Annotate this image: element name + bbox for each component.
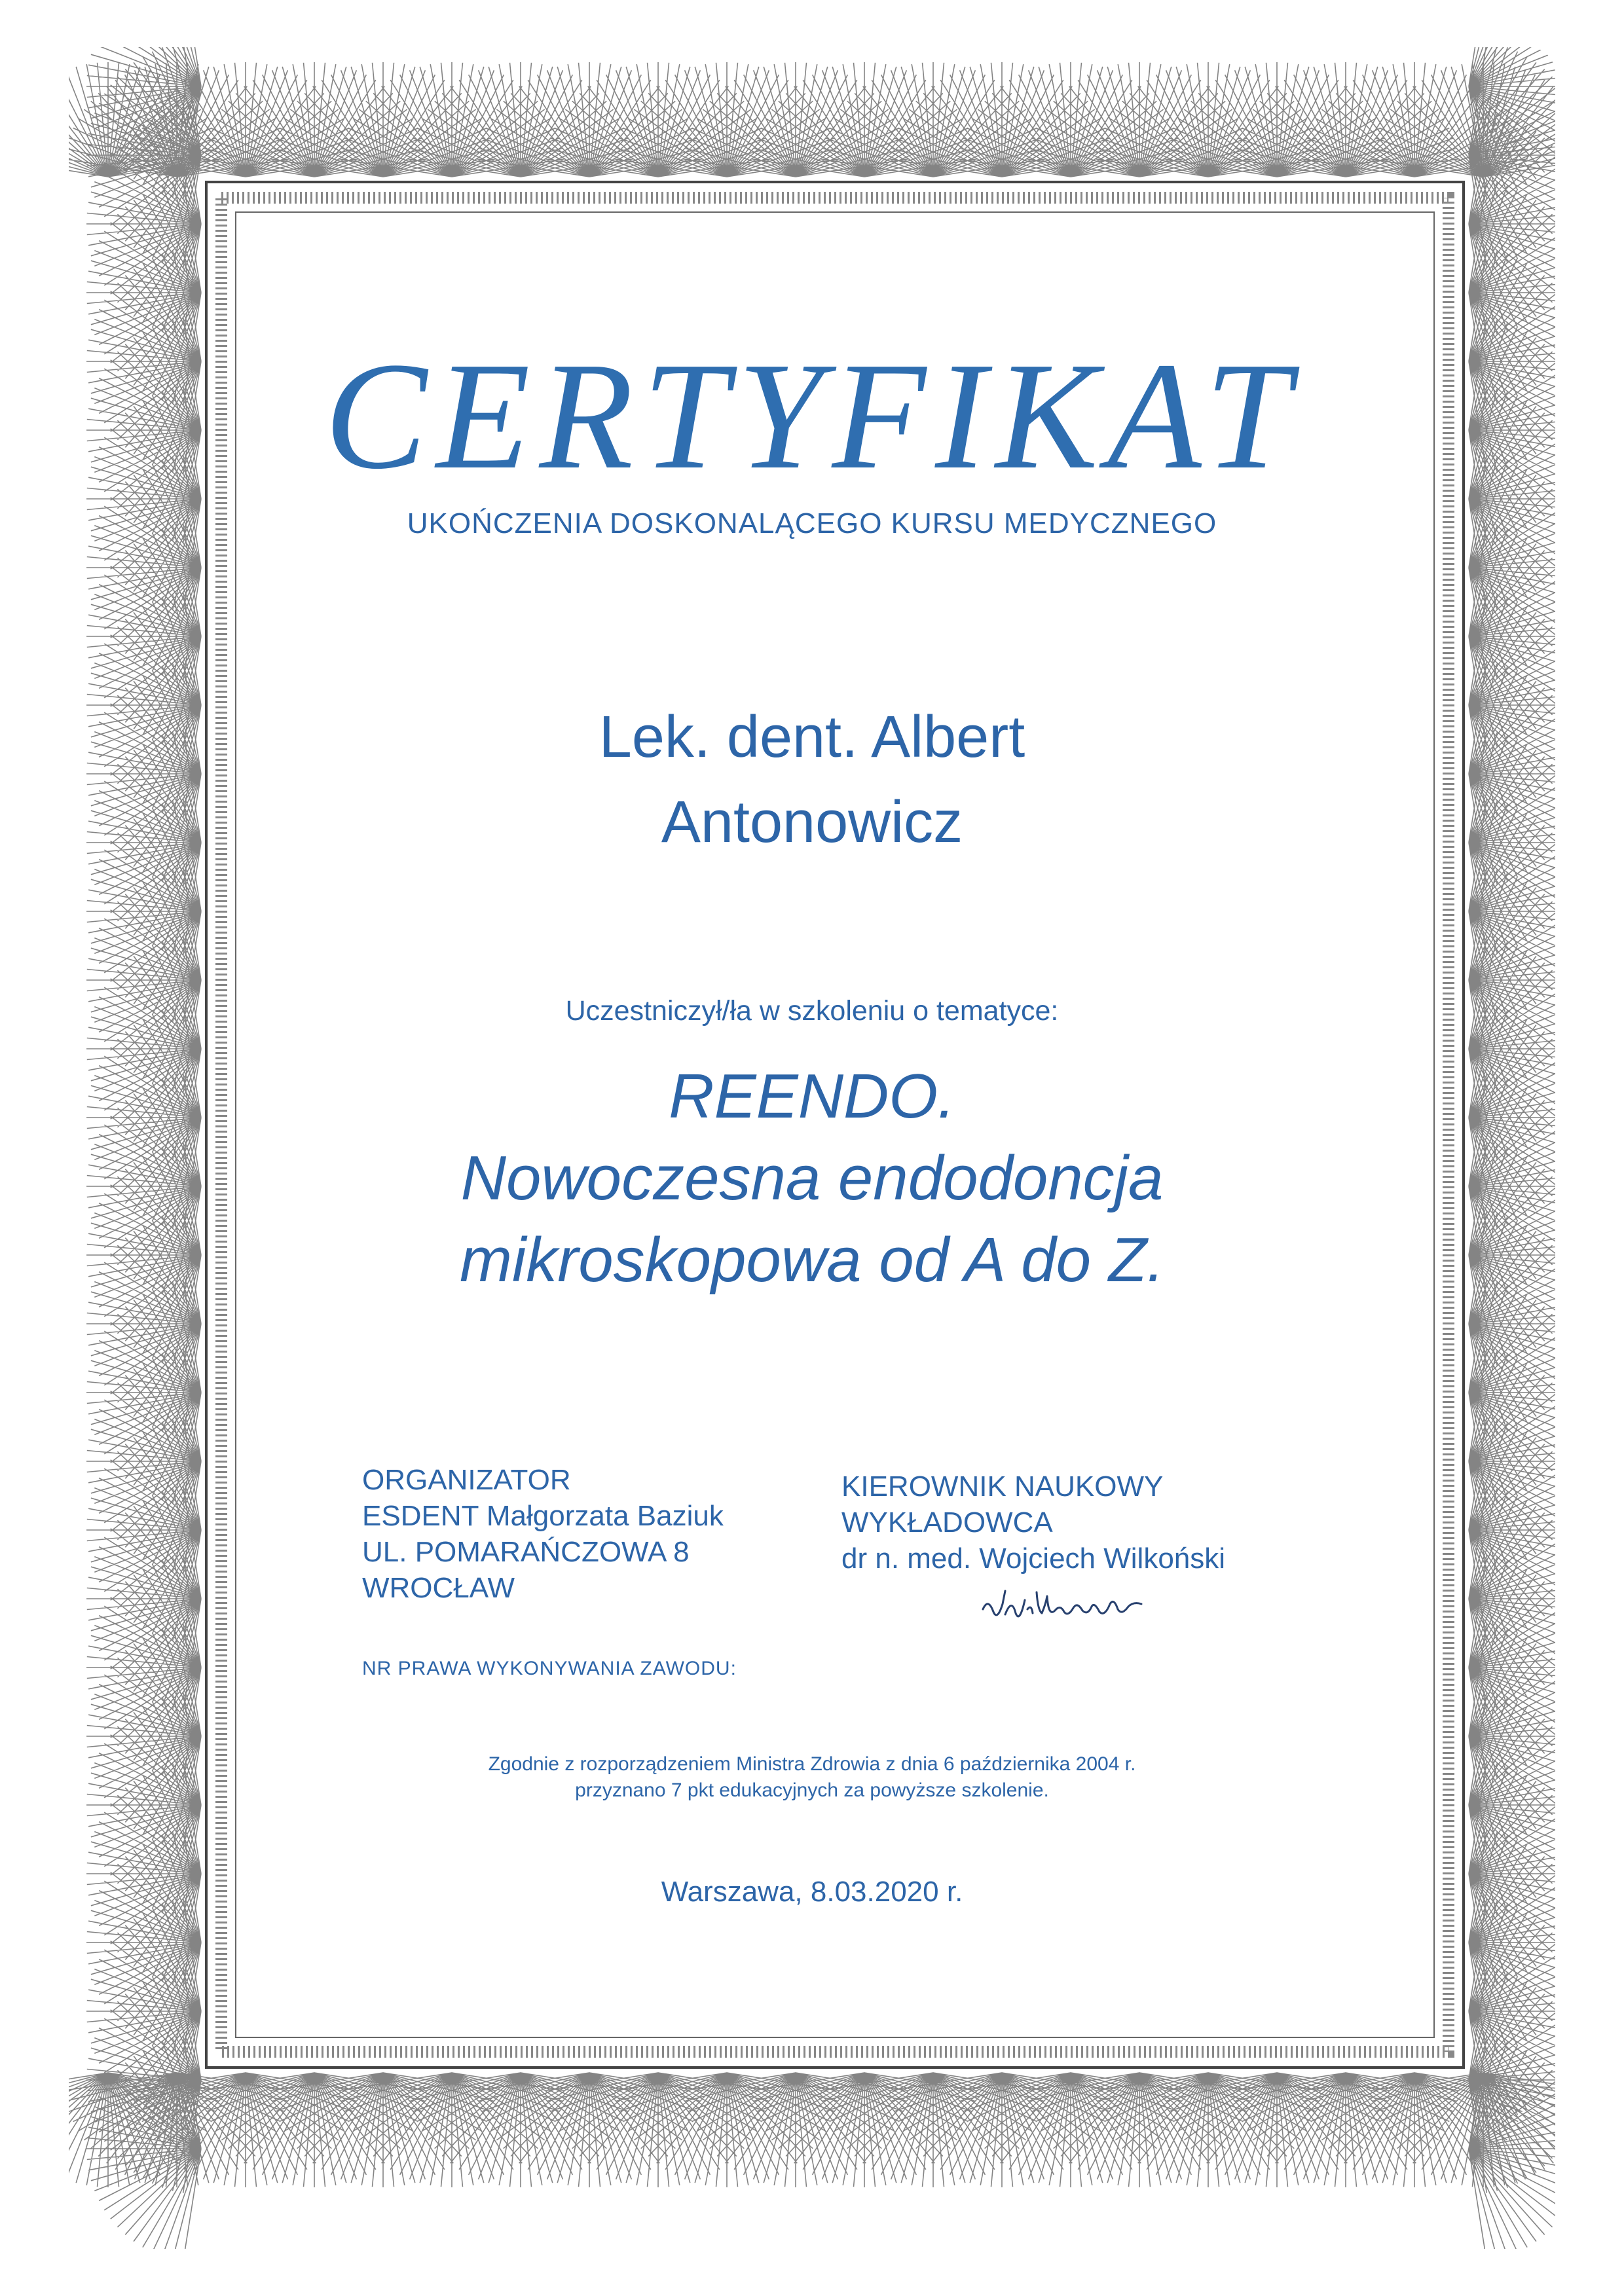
course-topic-line-2: Nowoczesna endodoncja: [460, 1143, 1164, 1213]
organizer-street: UL. POMARAŃCZOWA 8: [362, 1536, 690, 1568]
lecturer-heading: WYKŁADOWCA: [841, 1506, 1053, 1539]
course-topic-line-3: mikroskopowa od A do Z.: [459, 1225, 1164, 1295]
legal-note-line-2: przyznano 7 pkt edukacyjnych za powyższe szkolenie.: [575, 1779, 1049, 1801]
lecturer-name: dr n. med. Wojciech Wilkoński: [841, 1542, 1226, 1575]
organizer-city: WROCŁAW: [362, 1572, 515, 1604]
recipient-name-line-1: Lek. dent. Albert: [599, 704, 1025, 770]
place-and-date: Warszawa, 8.03.2020 r.: [661, 1876, 963, 1908]
handwritten-signature: [979, 1578, 1156, 1630]
organizer-name: ESDENT Małgorzata Baziuk: [362, 1500, 724, 1532]
license-number-label: NR PRAWA WYKONYWANIA ZAWODU:: [362, 1658, 737, 1679]
certificate-title: CERTYFIKAT: [324, 331, 1300, 501]
legal-note: [0, 1751, 1624, 1804]
scientific-director-heading: KIEROWNIK NAUKOWY: [841, 1470, 1164, 1503]
recipient-name-line-2: Antonowicz: [661, 790, 963, 855]
legal-note-line-1: Zgodnie z rozporządzeniem Ministra Zdrowia z dnia 6 października 2004 r.: [488, 1753, 1136, 1775]
certificate-subtitle: UKOŃCZENIA DOSKONALĄCEGO KURSU MEDYCZNEGO: [407, 507, 1217, 539]
organizer-heading: ORGANIZATOR: [362, 1464, 571, 1496]
participation-text: Uczestniczył/ła w szkoleniu o tematyce:: [565, 995, 1059, 1027]
lecturer-block: [841, 1468, 1225, 1576]
organizer-block: [362, 1462, 724, 1606]
course-topic-line-1: REENDO.: [669, 1061, 955, 1131]
